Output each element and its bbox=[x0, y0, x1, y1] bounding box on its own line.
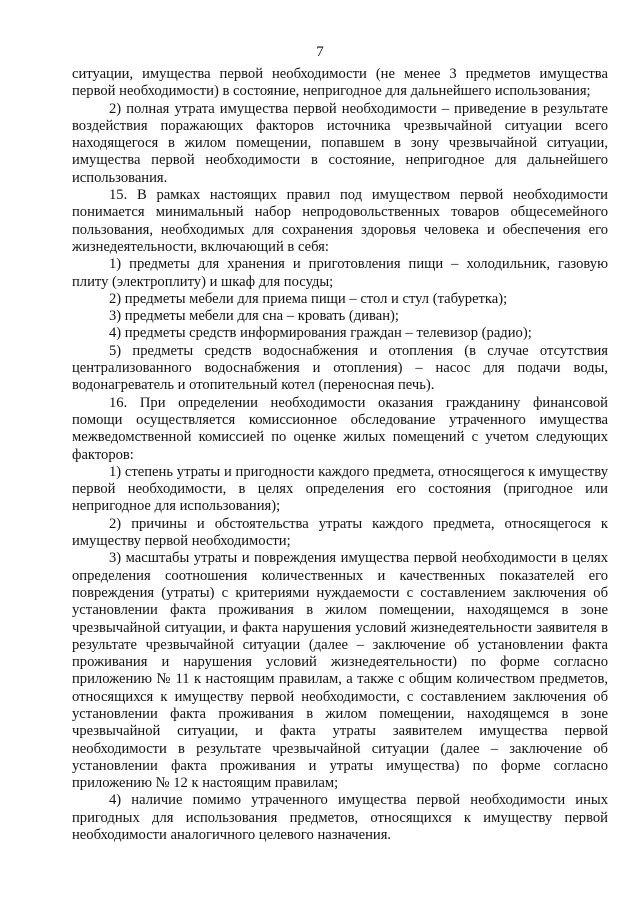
list-item-16-2: 2) причины и обстоятельства утраты каждого предмета, относящегося к имуществу первой необходимости; bbox=[72, 515, 608, 550]
page-number: 7 bbox=[316, 44, 324, 60]
document-body bbox=[72, 66, 608, 844]
list-item-15-4: 4) предметы средств информирования граждан – телевизор (радио); bbox=[109, 325, 532, 342]
list-item-15-2: 2) предметы мебели для приема пищи – стол и стул (табуретка); bbox=[109, 290, 508, 307]
list-item-15-1: 1) предметы для хранения и приготовления пищи – холодильник, газовую плиту (электроплиту) и шкаф для посуды; bbox=[72, 256, 608, 290]
paragraph-continuation: ситуации, имущества первой необходимости (не менее 3 предметов имущества первой необходимости) в состояние, непригодное для дальнейшего использования; bbox=[72, 66, 608, 100]
list-item-16-3: 3) масштабы утраты и повреждения имущества первой необходимости в целях определения соотношения количественных и качественных показателей его повреждения (утраты) с критериями нуждаемости с составлением заключения об установлении факта проживания в жилом помещении, находящемся в зоне чрезвычайной ситуации, и факта нарушения условий жизнедеятельности заявителя в результате чрезвычайной ситуации (далее – заключение об установлении факта проживания и нарушения условий жизнедеятельности) по форме согласно приложению № 11 к настоящим правилам, а также с общим количеством предметов, относящихся к имуществу первой необходимости, с составлением заключения об установлении факта проживания в жилом помещении, находящемся в зоне чрезвычайной ситуации, и факта утраты заявителем имущества первой необходимости в результате чрезвычайной ситуации (далее – заключение об установлении факта проживания и утраты имущества) по форме согласно приложению № 12 к настоящим правилам; bbox=[72, 550, 608, 792]
paragraph-15: 15. В рамках настоящих правил под имуществом первой необходимости понимается минимальный набор непродовольственных товаров общесемейного пользования, необходимых для сохранения здоровья человека и обеспечения его жизнедеятельности, включающий в себя: bbox=[72, 187, 608, 255]
list-item-15-3: 3) предметы мебели для сна – кровать (диван); bbox=[109, 308, 399, 325]
paragraph-16: 16. При определении необходимости оказания гражданину финансовой помощи осуществляется комиссионное обследование утраченного имущества межведомственной комиссией по оценке жилых помещений с учетом следующих факторов: bbox=[72, 394, 608, 463]
paragraph-item-2-full-loss: 2) полная утрата имущества первой необходимости – приведение в результате воздействия поражающих факторов источника чрезвычайной ситуации всего находящегося в жилом помещении, попавшем в зону чрезвычайной ситуации, имущества первой необходимости в состояние, непригодное для дальнейшего использования. bbox=[72, 100, 608, 186]
list-item-15-5: 5) предметы средств водоснабжения и отопления (в случае отсутствия централизованного водоснабжения и отопления) – насос для подачи воды, водонагреватель и отопительный котел (переносная печь). bbox=[72, 342, 608, 394]
list-item-16-4: 4) наличие помимо утраченного имущества первой необходимости иных пригодных для использования предметов, относящихся к имуществу первой необходимости аналогичного целевого назначения. bbox=[72, 792, 608, 844]
list-item-16-1: 1) степень утраты и пригодности каждого предмета, относящегося к имуществу первой необходимости, в целях определения его состояния (пригодное или непригодное для использования); bbox=[72, 463, 608, 515]
